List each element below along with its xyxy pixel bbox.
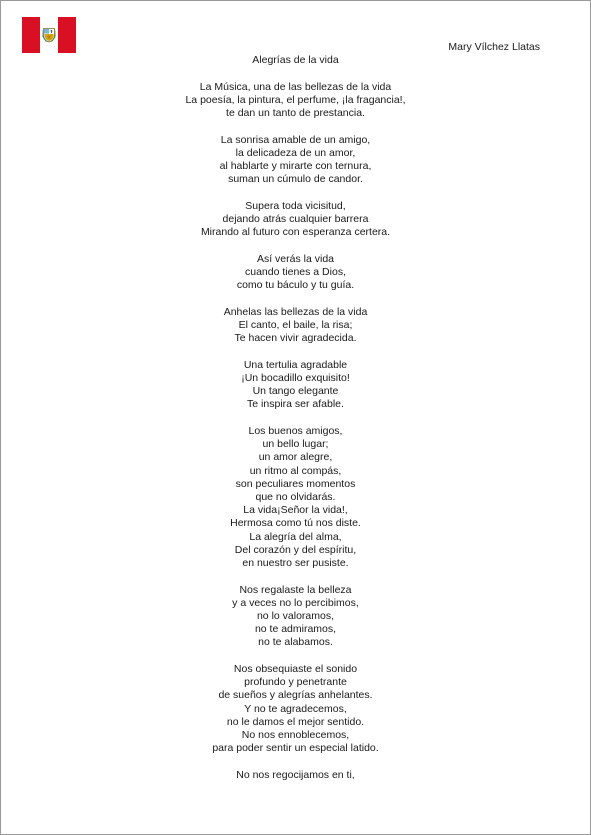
stanza (1, 134, 590, 187)
stanza (1, 584, 590, 650)
poem-line: Hermosa como tú nos diste. (230, 517, 361, 530)
poem-line: Una tertulia agradable (243, 358, 348, 371)
poem-line: Te hacen vivir agradecida. (234, 332, 357, 345)
poem-line: La sonrisa amable de un amigo, (220, 133, 371, 146)
coat-of-arms-icon (43, 28, 56, 43)
poem-line: Nos obsequiaste el sonido (233, 663, 358, 676)
poem-line: que no olvidarás. (255, 491, 336, 504)
poem-line: ¡Un bocadillo exquisito! (241, 372, 350, 384)
poem-line: Supera toda vicisitud, (245, 199, 346, 212)
poem-line: El canto, el baile, la risa; (238, 319, 353, 331)
poem-line: Te inspira ser afable. (247, 398, 344, 411)
poem-line: un ritmo al compás, (249, 464, 342, 477)
poem-title: Alegrías de la vida (252, 54, 339, 66)
poem-line: un amor alegre, (258, 451, 333, 464)
stanza (1, 359, 590, 412)
stanza (1, 425, 590, 570)
poem-line: y a veces no lo percibimos, (232, 596, 359, 609)
poem-line: al hablarte y mirarte con ternura, (219, 160, 372, 172)
poem-line: Un tango elegante (252, 385, 339, 398)
poem-line: no te admiramos, (254, 623, 337, 636)
poem-line: No nos ennoblecemos, (241, 729, 350, 742)
poem-line: Y no te agradecemos, (244, 702, 347, 715)
poem-line: son peculiares momentos (235, 477, 356, 490)
poem-line: la delicadeza de un amor, (235, 146, 356, 159)
author-name: Mary Vílchez Llatas (448, 41, 540, 53)
poem (1, 54, 590, 795)
stanza (1, 769, 590, 782)
stanza (1, 81, 590, 121)
poem-line: de sueños y alegrías anhelantes. (218, 689, 373, 702)
poem-line: Mirando al futuro con esperanza certera. (200, 226, 391, 239)
stanza (1, 253, 590, 293)
poem-line: dejando atrás cualquier barrera (222, 213, 369, 225)
poem-line: te dan un tanto de prestancia. (226, 107, 365, 119)
poem-line: Del corazón y del espíritu, (234, 543, 357, 556)
poem-body (1, 81, 590, 782)
peru-flag-icon (22, 17, 76, 53)
poem-line: La alegría del alma, (249, 530, 342, 543)
stanza (1, 663, 590, 755)
poem-line: No nos regocijamos en ti, (236, 768, 355, 781)
poem-line: La poesía, la pintura, el perfume, ¡la fragancia!, (185, 93, 406, 106)
poem-line: no lo valoramos, (256, 610, 335, 623)
poem-line: no le damos el mejor sentido. (226, 715, 365, 728)
poem-line: profundo y penetrante (244, 676, 347, 689)
poem-line: Los buenos amigos, (248, 425, 343, 437)
poem-line: un bello lugar; (262, 438, 329, 451)
poem-line: La vida¡Señor la vida!, (243, 504, 348, 517)
poem-line: Anhelas las bellezas de la vida (223, 305, 368, 318)
poem-line: La Música, una de las bellezas de la vida (199, 80, 392, 93)
stanza (1, 200, 590, 240)
poem-line: no te alabamos. (258, 636, 333, 649)
stanza (1, 306, 590, 346)
poem-line: suman un cúmulo de candor. (228, 173, 363, 186)
poem-line: como tu báculo y tu guía. (236, 279, 355, 292)
poem-line: cuando tienes a Dios, (245, 266, 346, 278)
poem-line: para poder sentir un especial latido. (212, 742, 379, 755)
poem-line: en nuestro ser pusiste. (242, 557, 349, 570)
poem-line: Así verás la vida (256, 252, 335, 265)
poem-line: Nos regalaste la belleza (239, 583, 352, 596)
